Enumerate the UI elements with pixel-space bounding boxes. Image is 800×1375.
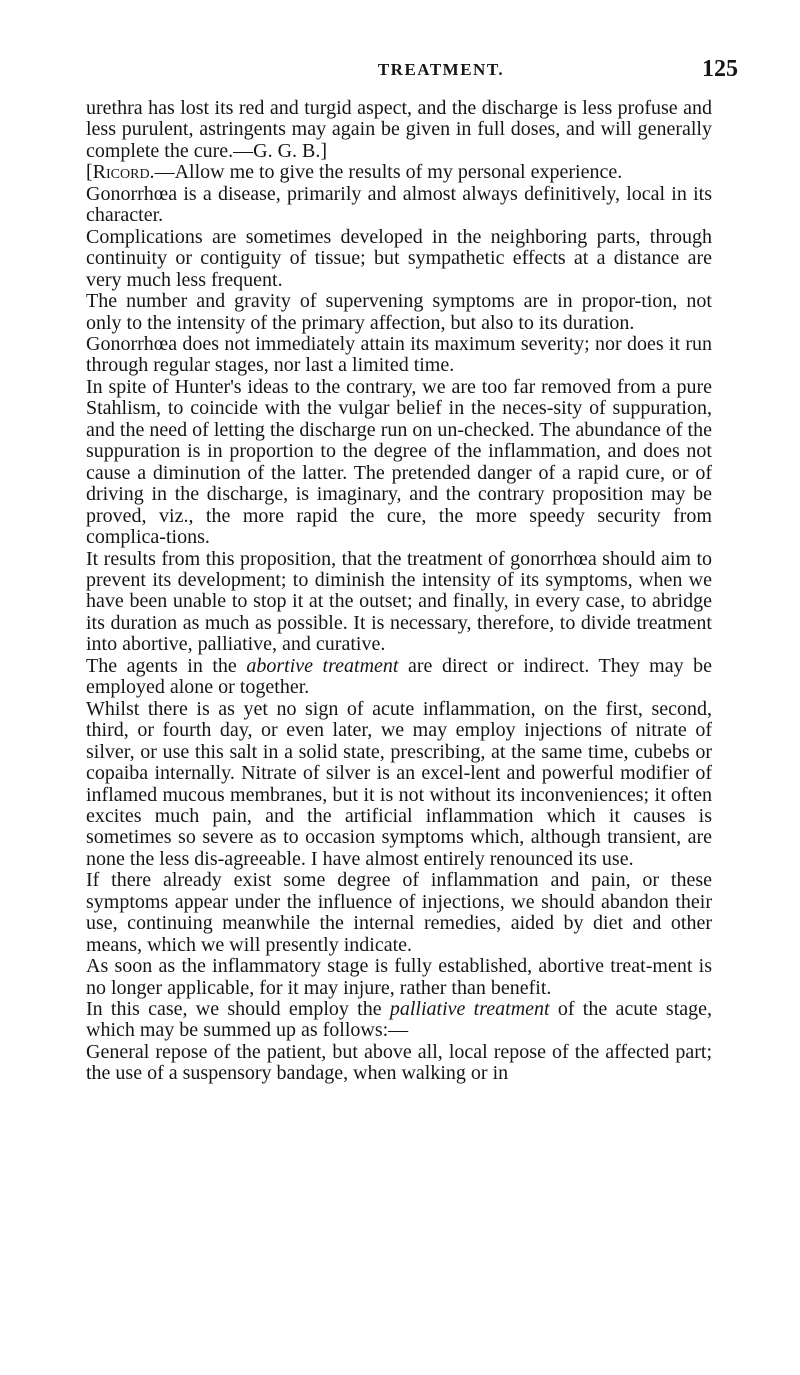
body-text	[86, 98, 712, 1085]
paragraph: In spite of Hunter's ideas to the contrary, we are too far removed from a pure Stahlism, to coincide with the vulgar belief in the neces-sity of suppuration, and the need of letting the discharge run on un-checked. The abundance of the suppuration is in proportion to the degree of the inflammation, and does not cause a diminution of the latter. The pretended danger of a rapid cure, or of driving in the discharge, is imaginary, and the contrary proposition may be proved, viz., the more rapid the cure, the more speedy security from complica-tions.	[86, 375, 712, 549]
paragraph: The number and gravity of supervening symptoms are in propor-tion, not only to the intensity of the primary affection, but also to its duration.	[86, 290, 712, 334]
paragraph-text: of the acute stage, which may be summed up as follows:—	[86, 998, 713, 1042]
paragraph: urethra has lost its red and turgid aspect, and the discharge is less profuse and less purulent, astringents may again be given in full doses, and will generally complete the cure.—G. G. B.]	[86, 97, 712, 162]
page-number: 125	[702, 56, 738, 82]
emphasis-text: palliative treatment	[389, 998, 550, 1021]
paragraph	[86, 656, 712, 699]
paragraph: Complications are sometimes developed in the neighboring parts, through continuity or contiguity of tissue; but sympathetic effects at a distance are very much less frequent.	[86, 225, 712, 291]
paragraph: As soon as the inflammatory stage is fully established, abortive treat-ment is no longer applicable, for it may injure, rather than benefit.	[86, 955, 712, 999]
paragraph: Whilst there is as yet no sign of acute inflammation, on the first, second, third, or fourth day, or even later, we may employ injections of nitrate of silver, or use this salt in a solid state, prescribing, at the same time, cubebs or copaiba internally. Nitrate of silver is an excel-lent and powerful modifier of inflamed mucous membranes, but it is not without its inconveniences; it often excites much pain, and the artificial inflammation which it causes is sometimes so severe as to occasion symptoms which, although transient, are none the less dis-agreeable. I have almost entirely renounced its use.	[86, 697, 712, 870]
paragraph-text: —Allow me to give the results of my personal experience.	[154, 161, 623, 184]
emphasis-text: abortive treatment	[246, 654, 399, 677]
running-head: TREATMENT.	[377, 60, 505, 79]
paragraph: General repose of the patient, but above all, local repose of the affected part; the use of a suspensory bandage, when walking or in	[86, 1040, 712, 1085]
speaker-name: [Ricord.	[86, 161, 155, 184]
paragraph: Gonorrhœa does not immediately attain its maximum severity; nor does it run through regular stages, nor last a limited time.	[86, 332, 712, 377]
paragraph-text: are direct or indirect. They may be employed alone or together.	[86, 654, 712, 699]
paragraph-text: In this case, we should employ the	[86, 998, 390, 1021]
paragraph	[86, 999, 712, 1042]
paragraph-text: The agents in the	[86, 654, 247, 677]
paragraph	[86, 162, 712, 183]
paragraph: If there already exist some degree of inflammation and pain, or these symptoms appear under the influence of injections, we should abandon their use, continuing meanwhile the internal remedies, aided by diet and other means, which we will presently indicate.	[86, 869, 712, 956]
paragraph: It results from this proposition, that the treatment of gonorrhœa should aim to prevent its development; to diminish the intensity of its symptoms, when we have been unable to stop it at the outset; and finally, in every case, to abridge its duration as much as possible. It is necessary, therefore, to divide treatment into abortive, palliative, and curative.	[86, 547, 712, 656]
paragraph: Gonorrhœa is a disease, primarily and almost always definitively, local in its character.	[86, 182, 712, 227]
